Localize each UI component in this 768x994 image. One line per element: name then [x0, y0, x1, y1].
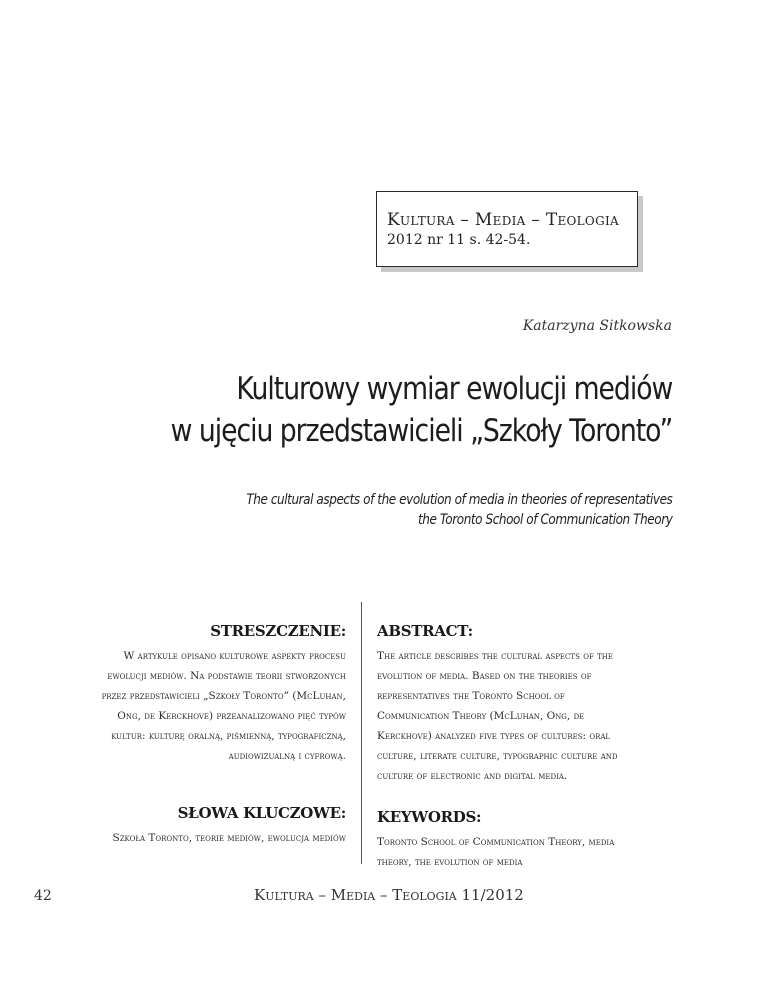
abstract-text — [377, 646, 677, 786]
keywords-line: Toronto School of Communication Theory, media — [377, 836, 615, 848]
streszczenie-line: kultur: kulturę oralną, piśmienną, typograficzną, — [111, 730, 346, 742]
article-title-line-2: w ujęciu przedstawicieli „Szkoły Toronto” — [170, 413, 672, 449]
page-number: 42 — [34, 888, 52, 904]
streszczenie-heading: STRESZCZENIE: — [210, 622, 346, 640]
streszczenie-line: Ong, de Kerckhove) przeanalizowano pięć typów — [117, 710, 346, 722]
slowa-kluczowe-line: Szkoła Toronto, teorie mediów, ewolucja mediów — [112, 832, 346, 844]
keywords-section — [377, 808, 677, 872]
article-subtitle-line-2: the Toronto School of Communication Theory — [417, 512, 672, 528]
journal-name: Kultura – Media – Teologia — [387, 210, 619, 230]
keywords-heading: KEYWORDS: — [377, 808, 482, 826]
abstract-line: Communication Theory (McLuhan, Ong, de — [377, 710, 585, 722]
streszczenie-line: audiowizualną i cyfrową. — [228, 750, 346, 762]
slowa-kluczowe-section — [40, 804, 346, 848]
column-divider — [361, 602, 362, 864]
abstract-line: evolution of media. Based on the theories of — [377, 670, 592, 682]
article-subtitle-line-1: The cultural aspects of the evolution of media in theories of representatives — [245, 492, 672, 508]
slowa-kluczowe-heading: SŁOWA KLUCZOWE: — [177, 804, 346, 822]
keywords-line: theory, the evolution of media — [377, 856, 523, 868]
streszczenie-line: W artykule opisano kulturowe aspekty procesu — [123, 650, 346, 662]
abstract-line: culture of electronic and digital media. — [377, 770, 568, 782]
streszczenie-text — [40, 646, 346, 766]
article-title — [170, 368, 672, 452]
abstract-line: culture, literate culture, typographic culture and — [377, 750, 618, 762]
journal-issue: 2012 nr 11 s. 42-54. — [387, 232, 531, 248]
abstract-line: Kerckhove) analyzed five types of cultures: oral — [377, 730, 611, 742]
keywords-text — [377, 832, 677, 872]
abstract-line: representatives the Toronto School of — [377, 690, 565, 702]
author-name: Katarzyna Sitkowska — [522, 318, 672, 334]
abstract-section — [377, 622, 677, 786]
streszczenie-line: ewolucji mediów. Na podstawie teorii stworzonych — [107, 670, 346, 682]
article-title-line-1: Kulturowy wymiar ewolucji mediów — [236, 371, 672, 407]
slowa-kluczowe-text — [40, 828, 346, 848]
streszczenie-line: przez przedstawicieli „Szkoły Toronto” (McLuhan, — [101, 690, 346, 702]
streszczenie-section — [40, 622, 346, 766]
abstract-heading: ABSTRACT: — [377, 622, 473, 640]
abstract-line: The article describes the cultural aspects of the — [377, 650, 614, 662]
journal-info-box — [376, 191, 638, 267]
footer-journal: Kultura – Media – Teologia 11/2012 — [254, 886, 524, 904]
article-subtitle — [246, 490, 672, 530]
